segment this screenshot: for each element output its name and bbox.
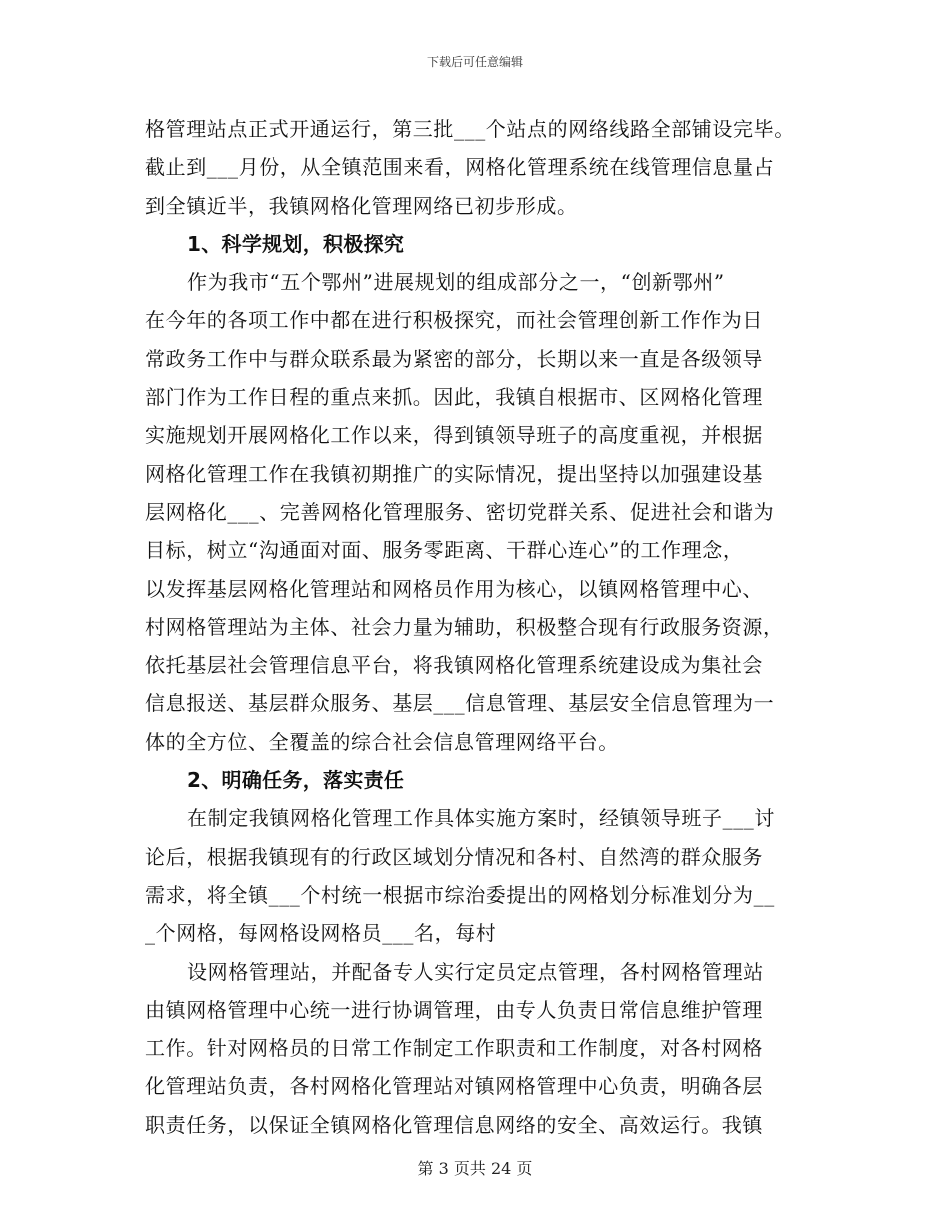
text-line: 部门作为工作日程的重点来抓。因此，我镇自根据市、区网格化管理 bbox=[145, 385, 763, 410]
text-line: 层网格化___、完善网格化管理服务、密切党群关系、促进社会和谐为 bbox=[145, 499, 775, 524]
text-line: 截止到___月份，从全镇范围来看，网格化管理系统在线管理信息量占 bbox=[145, 155, 775, 180]
text-line: 常政务工作中与群众联系最为紧密的部分，长期以来一直是各级领导 bbox=[145, 346, 763, 371]
text-line: 目标，树立“沟通面对面、服务零距离、干群心连心”的工作理念， bbox=[145, 538, 744, 563]
text-line: 在制定我镇网格化管理工作具体实施方案时，经镇领导班子___讨 bbox=[187, 806, 775, 831]
text-line: 化管理站负责，各村网格化管理站对镇网格管理中心负责，明确各层 bbox=[145, 1074, 763, 1099]
page-header: 下载后可任意编辑 bbox=[426, 55, 523, 69]
text-line: 实施规划开展网格化工作以来，得到镇领导班子的高度重视，并根据 bbox=[145, 423, 763, 448]
section-heading: 2、明确任务，落实责任 bbox=[187, 768, 405, 793]
text-line: 需求，将全镇___个村统一根据市综治委提出的网格划分标准划分为__ bbox=[145, 882, 775, 907]
text-line: 网格化管理工作在我镇初期推广的实际情况，提出坚持以加强建设基 bbox=[145, 461, 763, 486]
text-line: 村网格管理站为主体、社会力量为辅助，积极整合现有行政服务资源， bbox=[145, 614, 784, 639]
text-line: 体的全方位、全覆盖的综合社会信息管理网络平台。 bbox=[145, 729, 619, 754]
text-line: 以发挥基层网格化管理站和网格员作用为核心，以镇网格管理中心、 bbox=[145, 576, 763, 601]
page-footer: 第 3 页共 24 页 bbox=[417, 1159, 533, 1178]
section-heading: 1、科学规划，积极探究 bbox=[187, 231, 405, 256]
text-line: 到全镇近半，我镇网格化管理网络已初步形成。 bbox=[145, 193, 578, 218]
text-line: 依托基层社会管理信息平台，将我镇网格化管理系统建设成为集社会 bbox=[145, 653, 763, 678]
text-line: 职责任务，以保证全镇网格化管理信息网络的安全、高效运行。我镇 bbox=[145, 1112, 763, 1137]
text-line: 论后，根据我镇现有的行政区域划分情况和各村、自然湾的群众服务 bbox=[145, 844, 763, 869]
text-line: 由镇网格管理中心统一进行协调管理，由专人负责日常信息维护管理 bbox=[145, 997, 763, 1022]
text-line: 格管理站点正式开通运行，第三批___个站点的网络线路全部铺设完毕。 bbox=[145, 117, 795, 141]
text-line: _个网格，每网格设网格员___名，每村 bbox=[145, 921, 497, 946]
text-line: 在今年的各项工作中都在进行积极探究，而社会管理创新工作作为日 bbox=[145, 308, 763, 333]
text-line: 作为我市“五个鄂州”进展规划的组成部分之一，“创新鄂州” bbox=[187, 270, 725, 295]
document-body bbox=[145, 110, 810, 1144]
text-line: 工作。针对网格员的日常工作制定工作职责和工作制度，对各村网格 bbox=[145, 1036, 763, 1061]
text-line: 设网格管理站，并配备专人实行定员定点管理，各村网格管理站 bbox=[187, 959, 764, 984]
text-line: 信息报送、基层群众服务、基层___信息管理、基层安全信息管理为一 bbox=[145, 691, 775, 716]
